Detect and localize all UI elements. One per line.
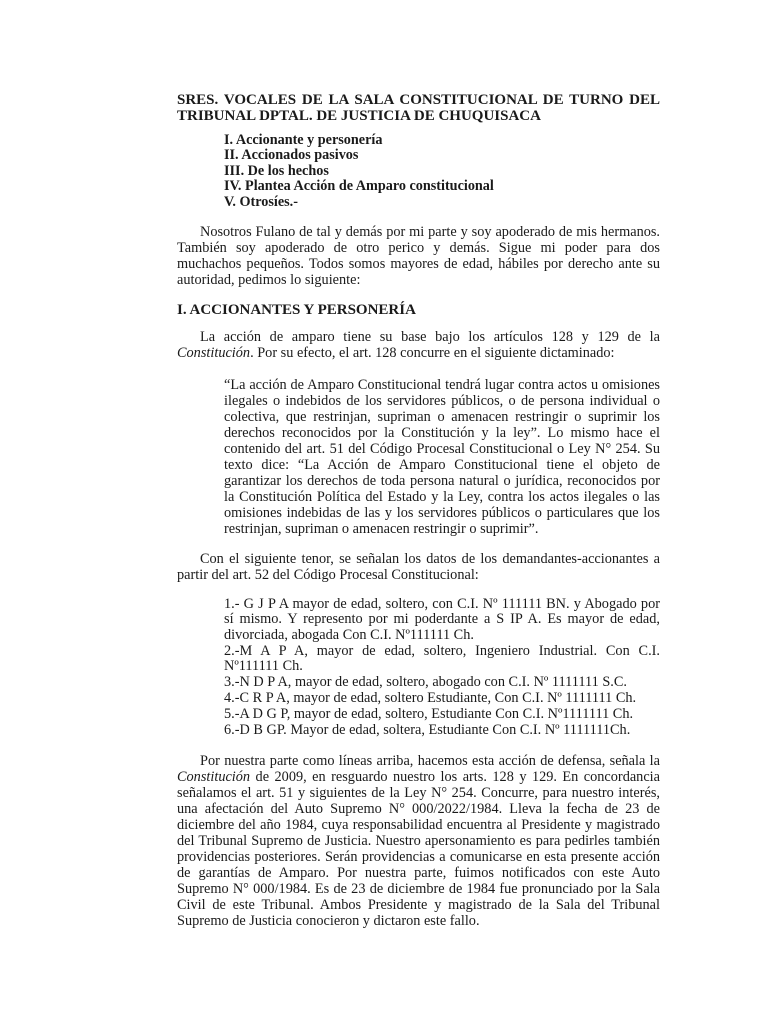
list-item: 2.-M A P A, mayor de edad, soltero, Ingeniero Industrial. Con C.I. Nº111111 Ch. (224, 642, 660, 675)
intro-paragraph: Nosotros Fulano de tal y demás por mi parte y soy apoderado de mis hermanos. También soy apoderado de otro perico y demás. Sigue mi poder para dos muchachos pequeños. Todos somos mayores de edad, hábiles por derecho ante su autoridad, pedimos lo siguiente: (177, 224, 660, 289)
italic-text: Constitución (177, 345, 251, 362)
final-paragraph (177, 753, 660, 929)
legal-quote: “La acción de Amparo Constitucional tendrá lugar contra actos u omisiones ilegales o indebidos de los servidores públicos, o de persona individual o colectiva, que restrinjan, supriman o amenacen restringir o suprimir los derechos reconocidos por la Constitución y la ley”. Lo mismo hace el contenido del art. 51 del Código Procesal Constitucional o Ley N° 254. Su texto dice: “La Acción de Amparo Constitucional tiene el objeto de garantizar los derechos de toda persona natural o jurídica, reconocidos por la Constitución Política del Estado y la Ley, contra los actos ilegales o las omisiones indebidas de las y los servidores públicos o particulares que los restrinjan, supriman o amenacen restringir o suprimir”. (224, 377, 660, 538)
list-item: 6.-D B GP. Mayor de edad, soltera, Estudiante Con C.I. Nº 1111111Ch. (224, 722, 631, 739)
section-paragraph (177, 329, 660, 361)
toc-item: IV. Plantea Acción de Amparo constitucional (224, 178, 494, 195)
text-run: de 2009, en resguardo nuestro los arts. 128 y 129. En concordancia señalamos el art. 51 y siguientes de la Ley N° 254. Concurre, para nuestro interés, una afectación del Auto Supremo N° 000/2022/1984. Lleva la fecha de 23 de diciembre del año 1984, cuya responsabilidad encuentra al Presidente y magistrado del Tribunal Supremo de Justicia. Nuestro apersonamiento es para pedirles también providencias posteriores. Serán providencias a comunicarse en esta presente acción de garantías de Amparo. Por nuestra parte, fuimos notificados con este Auto Supremo N° 000/1984. Es de 23 de diciembre de 1984 fue pronunciado por la Sala Civil de este Tribunal. Ambos Presidente y magistrado de la Sala del Tribunal Supremo de Justicia conocieron y dictaron este fallo. (177, 768, 660, 929)
toc-item: II. Accionados pasivos (224, 147, 359, 164)
list-item: 4.-C R P A, mayor de edad, soltero Estudiante, Con C.I. Nº 1111111 Ch. (224, 690, 637, 707)
text-run: La acción de amparo tiene su base bajo los artículos 128 y 129 de la (200, 329, 660, 346)
list-item: 3.-N D P A, mayor de edad, soltero, abogado con C.I. Nº 1111111 S.C. (224, 674, 627, 691)
document-heading: SRES. VOCALES DE LA SALA CONSTITUCIONAL DE TURNO DEL TRIBUNAL DPTAL. DE JUSTICIA DE CHUQUISACA (177, 92, 660, 124)
text-run: . Por su efecto, el art. 128 concurre en el siguiente dictaminado: (250, 345, 615, 362)
plaintiffs-list (224, 597, 660, 739)
tenor-paragraph: Con el siguiente tenor, se señalan los datos de los demandantes-accionantes a partir del art. 52 del Código Procesal Constitucional: (177, 551, 660, 584)
table-of-contents (224, 133, 660, 210)
toc-item: I. Accionante y personería (224, 132, 383, 148)
list-item: 5.-A D G P, mayor de edad, soltero, Estudiante Con C.I. Nº1111111 Ch. (224, 706, 634, 723)
text-run: Por nuestra parte como líneas arriba, hacemos esta acción de defensa, señala la (200, 752, 660, 769)
list-item: 1.- G J P A mayor de edad, soltero, con C.I. Nº 111111 BN. y Abogado por sí mismo. Y represento por mi poderdante a S IP A. Es mayor de edad, divorciada, abogada Con C.I. Nº111111 Ch. (224, 596, 660, 643)
toc-item: III. De los hechos (224, 162, 329, 179)
italic-text: Constitución (177, 768, 251, 785)
toc-item: V. Otrosíes.- (224, 193, 298, 210)
section-title: I. ACCIONANTES Y PERSONERÍA (177, 302, 416, 319)
